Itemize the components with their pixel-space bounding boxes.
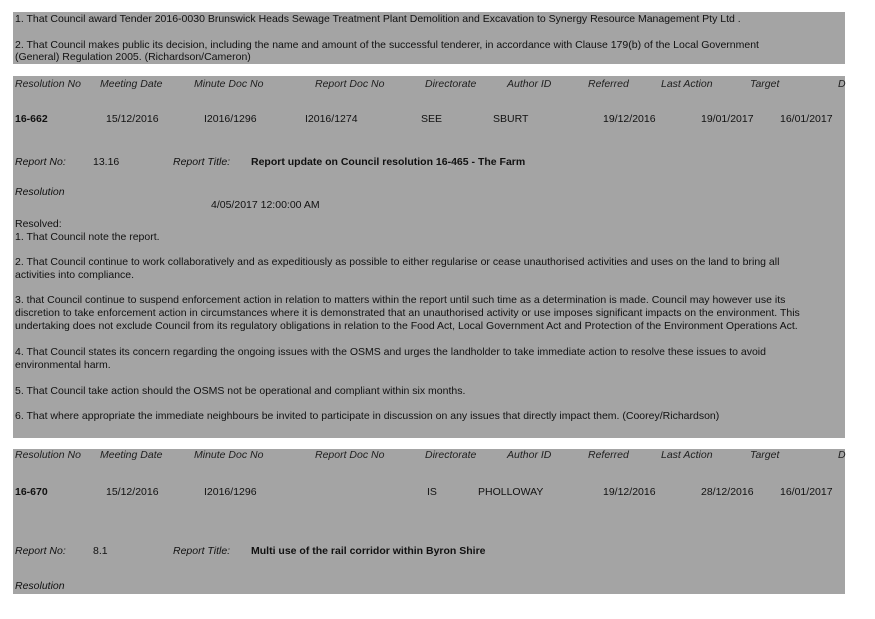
header-resolution-no: Resolution No — [15, 78, 81, 90]
resolution-no-value: 16-662 — [15, 113, 48, 125]
header-minute-doc-no: Minute Doc No — [194, 449, 264, 461]
header-minute-doc-no: Minute Doc No — [194, 78, 264, 90]
resolved-item-2: 2. That Council continue to work collaboratively and as expeditiously as possible to either regularise or cease unauthorised activities and uses on the land to bring all activities into compliance. — [15, 256, 780, 281]
resolution-label: Resolution — [15, 580, 65, 592]
header-author-id: Author ID — [507, 449, 552, 461]
resolved-item-4: 4. That Council states its concern regarding the ongoing issues with the OSMS and urges the landholder to take immediate action to resolve these issues to avoid environmental harm. — [15, 346, 766, 371]
report-no-label: Report No: — [15, 545, 66, 557]
header-referred: Referred — [588, 78, 629, 90]
target-value: 16/01/2017 — [780, 113, 833, 125]
previous-resolution-block — [13, 12, 845, 64]
header-directorate: Directorate — [425, 78, 477, 90]
resolution-no-value: 16-670 — [15, 486, 48, 498]
previous-resolution-item-2-cont: (General) Regulation 2005. (Richardson/Cameron) — [15, 51, 251, 63]
resolved-item-1: 1. That Council note the report. — [15, 231, 160, 243]
directorate-value: SEE — [421, 113, 443, 125]
directorate-value: IS — [427, 486, 437, 498]
header-report-doc-no: Report Doc No — [315, 78, 385, 90]
header-last-action: Last Action — [661, 449, 713, 461]
resolution-timestamp: 4/05/2017 12:00:00 AM — [211, 199, 320, 211]
header-d: D — [838, 78, 846, 90]
report-no-label: Report No: — [15, 156, 66, 168]
record-block-16-670 — [13, 449, 845, 594]
author-id-value: SBURT — [493, 113, 529, 125]
resolved-item-5: 5. That Council take action should the OSMS not be operational and compliant within six months. — [15, 385, 466, 397]
minute-doc-no-value: I2016/1296 — [204, 113, 257, 125]
referred-value: 19/12/2016 — [603, 113, 656, 125]
header-directorate: Directorate — [425, 449, 477, 461]
target-value: 16/01/2017 — [780, 486, 833, 498]
last-action-value: 19/01/2017 — [701, 113, 754, 125]
report-title-label: Report Title: — [173, 156, 231, 168]
report-title-value: Report update on Council resolution 16-465 - The Farm — [251, 156, 526, 168]
header-author-id: Author ID — [507, 78, 552, 90]
report-no-value: 13.16 — [93, 156, 120, 168]
author-id-value: PHOLLOWAY — [478, 486, 544, 498]
resolved-item-3: 3. that Council continue to suspend enforcement action in relation to matters within the report until such time as a determination is made. Council may however use its discretion to take enforcement action in circumstances where it is demonstrated that an unauthorised activity or use imposes significant impacts on the environment. This undertaking does not exclude Council from its regulatory obligations in relation to the Food Act, Local Government Act and Protection of the Environment Operations Act. — [15, 294, 800, 332]
header-meeting-date: Meeting Date — [100, 449, 163, 461]
meeting-date-value: 15/12/2016 — [106, 113, 159, 125]
resolved-item-6: 6. That where appropriate the immediate neighbours be invited to participate in discussion on any issues that directly impact them. (Coorey/Richardson) — [15, 410, 720, 422]
report-doc-no-value: I2016/1274 — [305, 113, 358, 125]
report-title-value: Multi use of the rail corridor within Byron Shire — [251, 545, 486, 557]
record-block-16-662 — [13, 76, 845, 438]
header-last-action: Last Action — [661, 78, 713, 90]
previous-resolution-item-1: 1. That Council award Tender 2016-0030 Brunswick Heads Sewage Treatment Plant Demolition and Excavation to Synergy Resource Management Pty Ltd . — [15, 13, 741, 25]
header-report-doc-no: Report Doc No — [315, 449, 385, 461]
header-target: Target — [750, 449, 780, 461]
meeting-date-value: 15/12/2016 — [106, 486, 159, 498]
resolution-label: Resolution — [15, 186, 65, 198]
resolved-label: Resolved: — [15, 218, 62, 230]
referred-value: 19/12/2016 — [603, 486, 656, 498]
previous-resolution-item-2: 2. That Council makes public its decision, including the name and amount of the successful tenderer, in accordance with Clause 179(b) of the Local Government — [15, 39, 759, 51]
header-resolution-no: Resolution No — [15, 449, 81, 461]
header-d: D — [838, 449, 846, 461]
header-meeting-date: Meeting Date — [100, 78, 163, 90]
report-title-label: Report Title: — [173, 545, 231, 557]
header-target: Target — [750, 78, 780, 90]
report-no-value: 8.1 — [93, 545, 108, 557]
minute-doc-no-value: I2016/1296 — [204, 486, 257, 498]
header-referred: Referred — [588, 449, 629, 461]
last-action-value: 28/12/2016 — [701, 486, 754, 498]
